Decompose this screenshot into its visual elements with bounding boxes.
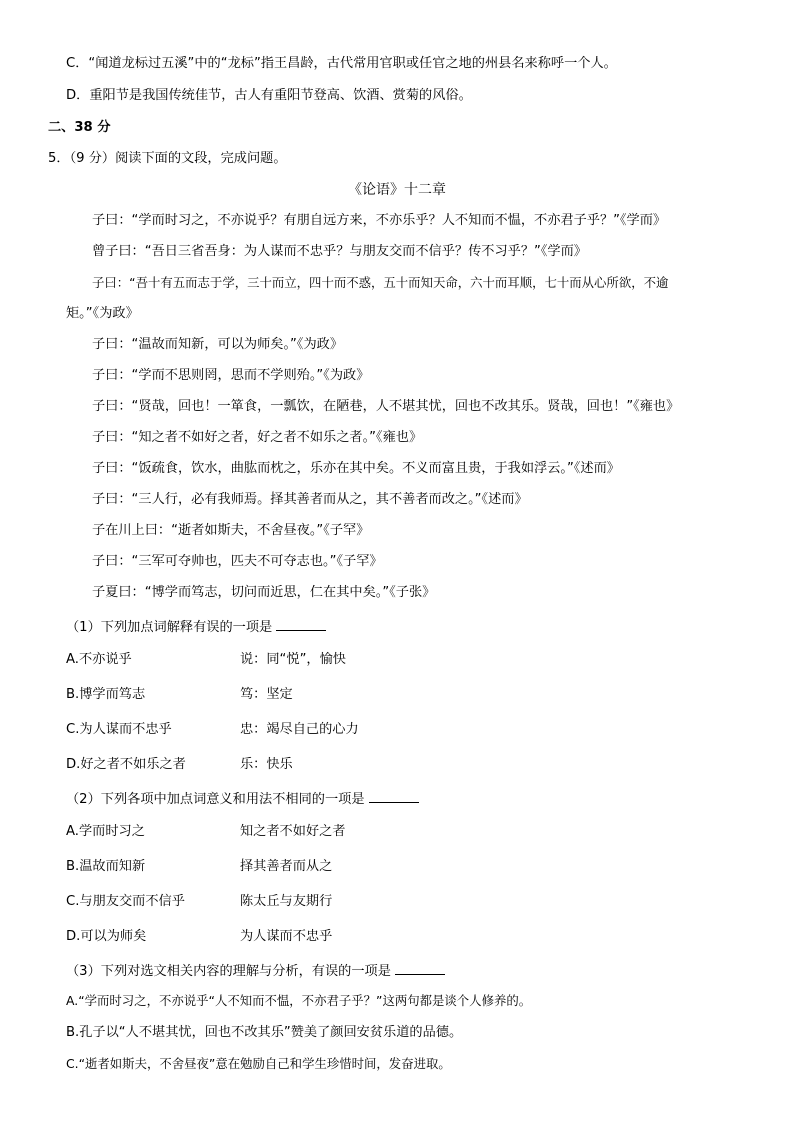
sub1-option-d-right: 乐：快乐 — [240, 757, 293, 772]
passage-line: 子在川上曰：“逝者如斯夫，不舍昼夜。”《子罕》 — [92, 523, 370, 538]
sub3-option-c: C.“逝者如斯夫，不舍昼夜”意在勉励自己和学生珍惜时间，发奋进取。 — [66, 1056, 451, 1071]
sub2-option-d-right: 为人谋而不忠乎 — [240, 929, 333, 944]
passage-line: 子曰：“知之者不如好之者，好之者不如乐之者。”《雍也》 — [92, 430, 423, 445]
section-heading: 二、38 分 — [48, 120, 111, 135]
sub1-option-d-left: D.好之者不如乐之者 — [66, 757, 186, 772]
sub1-stem-text: （1）下列加点词解释有误的一项是 — [66, 620, 273, 635]
sub2-option-a-right: 知之者不如好之者 — [240, 824, 346, 839]
sub2-option-c-left: C.与朋友交而不信乎 — [66, 894, 185, 909]
passage-title: 《论语》十二章 — [348, 182, 446, 198]
sub2-stem-text: （2）下列各项中加点词意义和用法不相同的一项是 — [66, 792, 365, 807]
passage-line: 子曰：“三军可夺帅也，匹夫不可夺志也。”《子罕》 — [92, 554, 383, 569]
passage-line: 子曰：“学而不思则罔，思而不学则殆。”《为政》 — [92, 368, 370, 383]
passage-line: 子夏曰：“博学而笃志，切问而近思，仁在其中矣。”《子张》 — [92, 585, 436, 600]
answer-blank — [276, 618, 326, 631]
sub1-option-a-left: A.不亦说乎 — [66, 652, 132, 667]
answer-blank — [395, 962, 445, 975]
passage-line: 子曰：“学而时习之，不亦说乎？有朋自远方来，不亦乐乎？人不知而不愠，不亦君子乎？”《学而》 — [92, 213, 667, 228]
sub2-option-b-left: B.温故而知新 — [66, 859, 146, 874]
sub1-option-b-left: B.博学而笃志 — [66, 687, 146, 702]
sub2-option-b-right: 择其善者而从之 — [240, 859, 333, 874]
sub2-option-d-left: D.可以为师矣 — [66, 929, 147, 944]
passage-line: 矩。”《为政》 — [66, 306, 139, 321]
answer-blank — [369, 790, 419, 803]
passage-line: 曾子曰：“吾日三省吾身：为人谋而不忠乎？与朋友交而不信乎？传不习乎？”《学而》 — [92, 244, 587, 259]
passage-line: 子曰：“饭疏食，饮水，曲肱而枕之，乐亦在其中矣。不义而富且贵，于我如浮云。”《述而》 — [92, 461, 620, 476]
sub1-option-c-left: C.为人谋而不忠乎 — [66, 722, 172, 737]
sub1-option-c-right: 忠：竭尽自己的心力 — [240, 722, 359, 737]
passage-line: 子曰：“贤哉，回也！一箪食，一瓢饮，在陋巷，人不堪其忧，回也不改其乐。贤哉，回也！”《雍也》 — [92, 399, 680, 414]
question-stem: 5．（9 分）阅读下面的文段，完成问题。 — [48, 151, 287, 166]
sub2-stem — [66, 790, 419, 808]
sub3-stem — [66, 962, 445, 980]
sub2-option-a-left: A.学而时习之 — [66, 824, 145, 839]
sub1-option-b-right: 笃：坚定 — [240, 687, 293, 702]
sub3-option-b: B.孔子以“人不堪其忧，回也不改其乐”赞美了颜回安贫乐道的品德。 — [66, 1025, 463, 1040]
passage-line: 子曰：“温故而知新，可以为师矣。”《为政》 — [92, 337, 344, 352]
q4-option-c: C．“闻道龙标过五溪”中的“龙标”指王昌龄，古代常用官职或任官之地的州县名来称呼一个人。 — [66, 56, 617, 71]
sub1-option-a-right: 说：同“悦”，愉快 — [240, 652, 346, 667]
sub3-option-a: A.“学而时习之，不亦说乎“人不知而不愠，不亦君子乎？”这两句都是谈个人修养的。 — [66, 993, 532, 1008]
sub3-stem-text: （3）下列对选文相关内容的理解与分析，有误的一项是 — [66, 964, 391, 979]
passage-line: 子曰：“三人行，必有我师焉。择其善者而从之，其不善者而改之。”《述而》 — [92, 492, 528, 507]
sub2-option-c-right: 陈太丘与友期行 — [240, 894, 333, 909]
passage-line: 子曰：“吾十有五而志于学，三十而立，四十而不惑，五十而知天命，六十而耳顺，七十而从心所欲，不逾 — [92, 275, 669, 290]
sub1-stem — [66, 618, 326, 636]
q4-option-d: D．重阳节是我国传统佳节，古人有重阳节登高、饮酒、赏菊的风俗。 — [66, 88, 472, 103]
